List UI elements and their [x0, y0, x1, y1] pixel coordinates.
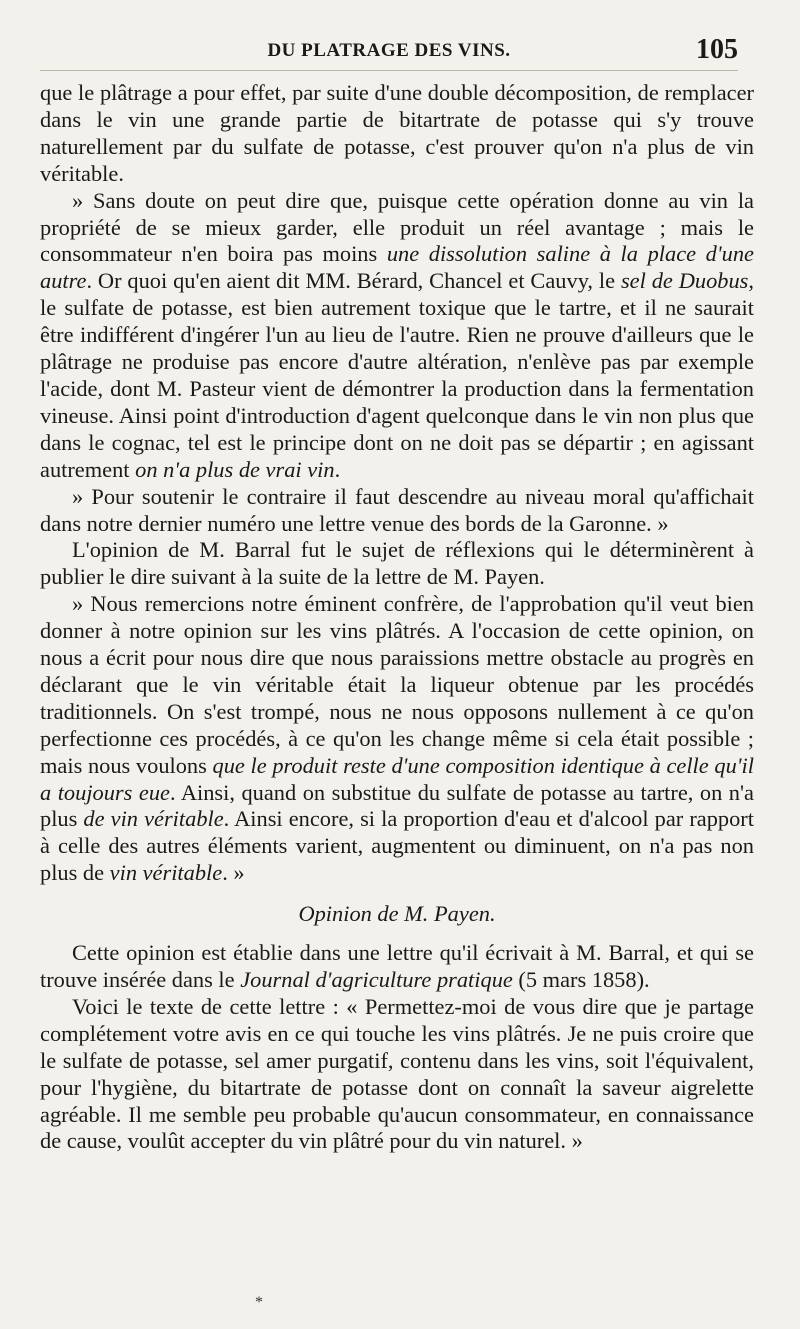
- text-run: L'opinion de M. Barral fut le sujet de réflexions qui le déterminèrent à publier le dire suivant à la suite de la lettre de M. Payen.: [40, 537, 754, 590]
- paragraph: [40, 188, 754, 484]
- italic-text: sel de Duobus: [620, 268, 749, 294]
- section-heading: [40, 901, 754, 928]
- italic-text: une dissolution saline à la place d'une autre: [40, 241, 754, 294]
- paragraph: [40, 940, 754, 994]
- running-title: DU PLATRAGE DES VINS.: [267, 40, 511, 61]
- text-run: Cette opinion est établie dans une lettre qu'il écrivait à M. Barral, et qui se trouve insérée dans le: [40, 940, 754, 992]
- text-run: .: [334, 456, 341, 482]
- text-run: . Or quoi qu'en aient dit MM. Bérard, Chancel et Cauvy, le: [86, 268, 621, 294]
- printer-mark: *: [255, 1294, 263, 1311]
- italic-text: que le produit reste d'une composition identique à celle qu'il a toujours eue: [40, 752, 754, 805]
- text-run: » Sans doute on peut dire que, puisque cette opération donne au vin la propriété de se mieux garder, elle produit un réel avantage ; mais le consommateur n'en boira pas moins: [40, 187, 754, 267]
- text-run: que le plâtrage a pour effet, par suite d'une double décomposition, de remplacer dans le vin une grande partie de bitartrate de potasse qui s'y trouve naturellement par du sulfate de potasse, c'est prouver qu'on n'a plus de vin véritable.: [40, 80, 754, 186]
- text-run: . Ainsi, quand on substitue du sulfate de potasse au tartre, on n'a plus: [40, 779, 754, 832]
- text-run: Voici le texte de cette lettre : « Permettez-moi de vous dire que je partage complétement votre avis en ce qui touche les vins plâtrés. Je ne puis croire que le sulfate de potasse, sel amer purgatif, contenu dans les vins, soit l'équivalent, pour l'hygiène, du bitartrate de potasse dont on connaît la saveur aigrelette agréable. Il me semble peu probable qu'aucun consommateur, en connaissance de cause, voulût accepter du vin plâtré pour du vin naturel. »: [40, 993, 754, 1154]
- page-number: 105: [696, 34, 738, 65]
- italic-text: Opinion de M. Payen.: [298, 901, 496, 927]
- paragraph: [40, 994, 754, 1155]
- text-run: . Ainsi encore, si la proportion d'eau et d'alcool par rapport à celle des autres éléments varient, augmentent ou diminuent, on n'a pas non plus de: [40, 806, 754, 886]
- italic-text: Journal d'agriculture pratique: [240, 967, 513, 992]
- page-header: [40, 34, 738, 71]
- text-run: . »: [222, 860, 245, 886]
- paragraph: [40, 591, 754, 887]
- text-run: » Nous remercions notre éminent confrère, de l'approbation qu'il veut bien donner à notre opinion sur les vins plâtrés. A l'occasion de cette opinion, on nous a écrit pour nous dire que nous paraissions mettre obstacle au progrès en déclarant que le vin véritable était la liqueur obtenue par les procédés traditionnels. On s'est trompé, nous ne nous opposons nullement à ce qu'on perfectionne ces procédés, à ce qu'on les change même si cela était possible ; mais nous voulons: [40, 591, 754, 778]
- paragraph: [40, 484, 754, 538]
- italic-text: vin véritable: [109, 860, 223, 886]
- text-run: » Pour soutenir le contraire il faut descendre au niveau moral qu'affichait dans notre dernier numéro une lettre venue des bords de la Garonne. »: [40, 483, 754, 536]
- italic-text: de vin véritable: [83, 806, 224, 832]
- text-run: , le sulfate de potasse, est bien autrement toxique que le tartre, et il ne saurait être indifférent d'ingérer l'un au lieu de l'autre. Rien ne prouve d'ailleurs que le plâtrage ne produise pas encore d'autre altération, n'enlève pas par exemple l'acide, dont M. Pasteur vient de démontrer la production dans la fermentation vineuse. Ainsi point d'introduction d'agent quelconque dans le vin non plus que dans le cognac, tel est le principe dont on ne doit pas se départir ; en agissant autrement: [40, 268, 754, 482]
- text-run: (5 mars 1858).: [512, 967, 650, 992]
- paragraph: [40, 80, 754, 188]
- body-text: [40, 80, 754, 1155]
- paragraph: [40, 537, 754, 591]
- italic-text: on n'a plus de vrai vin: [135, 456, 335, 482]
